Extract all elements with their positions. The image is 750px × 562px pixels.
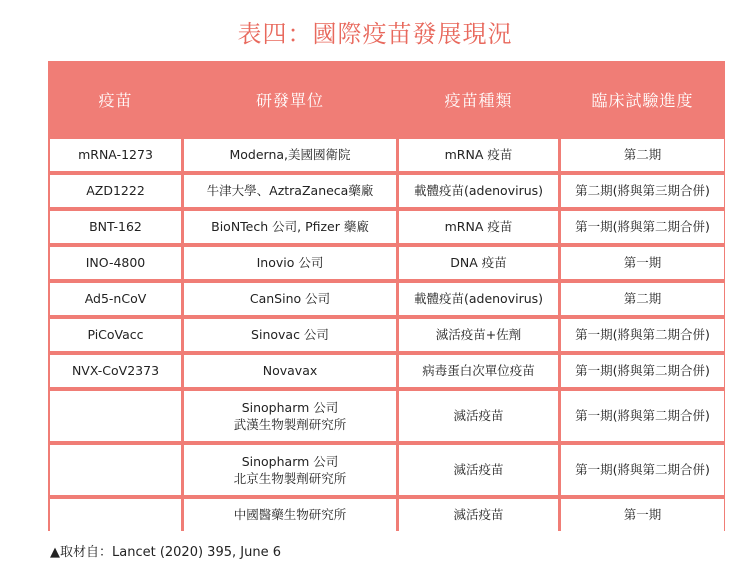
cell-developer [184,499,396,531]
cell-type: 滅活疫苗 [399,499,558,531]
developer-line: 北京生物製劑研究所 [233,471,347,486]
cell-developer [184,211,396,243]
table-title: 表四：國際疫苗發展現況 [237,20,513,48]
cell-type: 滅活疫苗 [399,445,558,495]
developer-line: BioNTech 公司, Pfizer 藥廠 [211,219,369,235]
cell-type: 病毒蛋白次單位疫苗 [399,355,558,387]
cell-vaccine: INO-4800 [50,247,181,279]
cell-phase: 第一期 [561,499,724,531]
cell-phase: 第一期(將與第二期合併) [561,391,724,441]
header-developer: 研發單位 [184,63,396,135]
cell-vaccine [50,445,181,495]
cell-developer [184,175,396,207]
source-note: ▲取材自：Lancet (2020) 395, June 6 [50,545,281,560]
cell-developer [184,283,396,315]
cell-type: 滅活疫苗 [399,391,558,441]
header-vaccine: 疫苗 [50,63,181,135]
developer-line: 牛津大學、AztraZaneca藥廠 [206,183,374,199]
cell-vaccine: PiCoVacc [50,319,181,351]
cell-developer [184,391,396,441]
developer-line: Sinopharm 公司 [241,399,339,415]
cell-type: DNA 疫苗 [399,247,558,279]
cell-developer [184,445,396,495]
cell-vaccine [50,391,181,441]
cell-developer [184,319,396,351]
developer-line: Moderna,美國國衛院 [229,147,351,163]
cell-phase: 第一期(將與第二期合併) [561,211,724,243]
cell-type: mRNA 疫苗 [399,211,558,243]
cell-phase: 第一期(將與第二期合併) [561,355,724,387]
developer-line: Inovio 公司 [256,255,324,271]
cell-phase: 第二期(將與第三期合併) [561,175,724,207]
developer-line: Novavax [262,363,318,379]
cell-vaccine: NVX-CoV2373 [50,355,181,387]
developer-line: 中國醫藥生物研究所 [233,507,347,523]
cell-phase: 第二期 [561,283,724,315]
cell-phase: 第一期 [561,247,724,279]
cell-developer [184,139,396,171]
cell-type: 滅活疫苗+佐劑 [399,319,558,351]
cell-vaccine: AZD1222 [50,175,181,207]
cell-type: 載體疫苗(adenovirus) [399,175,558,207]
header-type: 疫苗種類 [399,63,558,135]
developer-line: Sinovac 公司 [251,327,329,343]
developer-line: 武漢生物製劑研究所 [233,417,347,432]
cell-phase: 第二期 [561,139,724,171]
cell-type: 載體疫苗(adenovirus) [399,283,558,315]
cell-developer [184,355,396,387]
cell-vaccine: Ad5-nCoV [50,283,181,315]
cell-developer [184,247,396,279]
cell-vaccine: BNT-162 [50,211,181,243]
cell-type: mRNA 疫苗 [399,139,558,171]
developer-line: CanSino 公司 [249,291,331,307]
cell-phase: 第一期(將與第二期合併) [561,445,724,495]
cell-vaccine: mRNA-1273 [50,139,181,171]
cell-phase: 第一期(將與第二期合併) [561,319,724,351]
developer-line: Sinopharm 公司 [241,453,339,469]
header-phase: 臨床試驗進度 [561,63,724,135]
vaccine-table [48,61,725,531]
cell-vaccine [50,499,181,531]
